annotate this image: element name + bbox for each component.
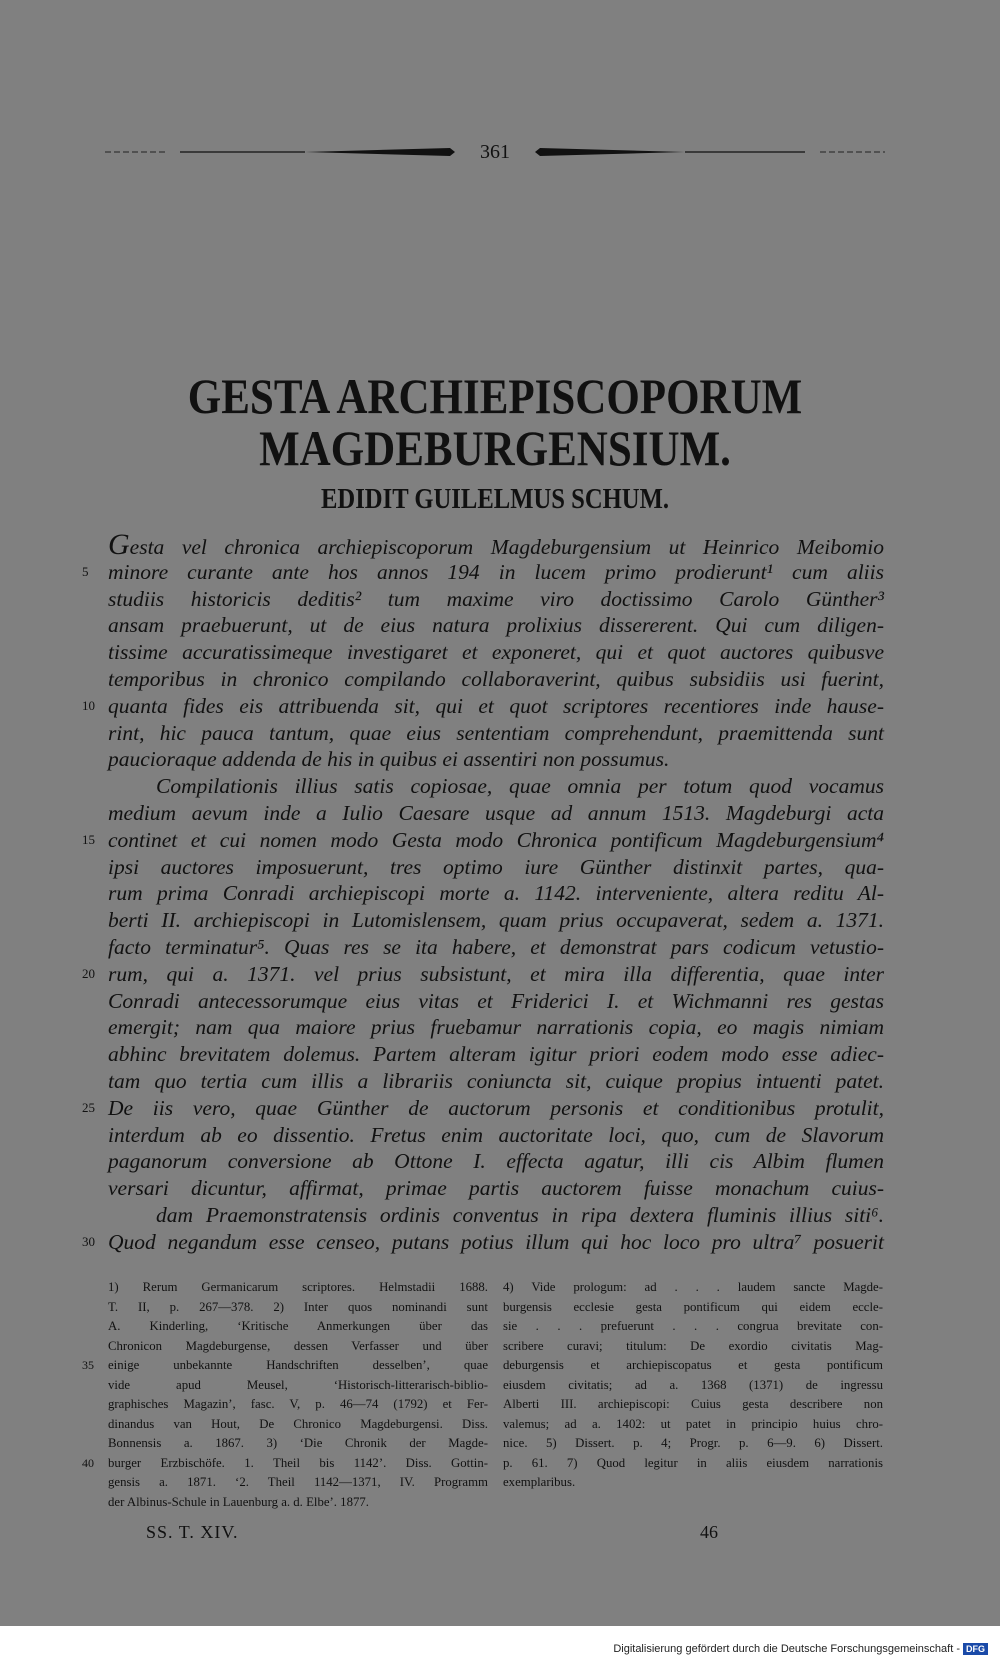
text-line: facto terminatur⁵. Quas res se ita habere, et demonstrat pars codicum vetustio-: [108, 934, 884, 959]
footnote-line: eiusdem civitatis; ad a. 1368 (1371) de ingressu: [503, 1377, 883, 1392]
footnote-line: deburgensis et archiepiscopatus et gesta pontificum: [503, 1358, 883, 1372]
text-line: emergit; nam qua maiore prius fruebamur narrationis copia, eo magis nimiam: [108, 1015, 884, 1040]
footnote-line: der Albinus-Schule in Lauenburg a. d. Elbe’. 1877.: [108, 1494, 369, 1509]
footnote-line: gensis a. 1871. ‘2. Theil 1142—1371, IV. Programm: [108, 1475, 488, 1489]
footnote-line: Alberti III. archiepiscopi: Cuius gesta describere non: [503, 1397, 883, 1411]
digitization-credit: [613, 1643, 988, 1655]
page-number: 361: [476, 141, 514, 163]
footnote-line: 4) Vide prologum: ad . . . laudem sancte Magde-: [503, 1280, 883, 1294]
text-line: ansam praebuerunt, ut de eius natura prolixius dissererent. Qui cum diligen-: [108, 613, 884, 638]
footnote-line: sie . . . prefuerunt . . . congrua brevitate con-: [503, 1319, 883, 1333]
text-line: berti II. archiepiscopi in Lutomislensem, quam prius occupaverat, sedem a. 1371.: [108, 908, 884, 933]
footnote-line: p. 61. 7) Quod legitur in aliis eiusdem narrationis: [503, 1455, 883, 1470]
footnote-line: 1) Rerum Germanicarum scriptores. Helmstadii 1688.: [108, 1280, 488, 1294]
line-number: 40: [82, 1455, 94, 1470]
text-line: minore curante ante hos annos 194 in lucem primo prodierunt¹ cum aliis 5: [82, 559, 884, 584]
text-line: Conradi antecessorumque eius vitas et Friderici I. et Wichmanni res gestas: [108, 988, 884, 1013]
main-text: [82, 528, 884, 1256]
footnote-line: einige unbekannte Handschriften desselben’, quae 35: [108, 1356, 488, 1376]
line-number: 15: [82, 831, 95, 847]
text-line: interdum ab eo dissentio. Fretus enim auctoritate loci, quo, cum de Slavorum: [108, 1122, 884, 1147]
text-line: rint, hic pauca tantum, quae eius sententiam comprehendunt, praemittenda sunt: [108, 720, 884, 745]
text-line: temporibus in chronico compilando collaboraverint, quibus subsidiis usi fuerint,: [108, 666, 884, 691]
text-line: Gesta vel chronica archiepiscoporum Magdeburgensium ut Heinrico Meibomio: [108, 528, 884, 561]
header-ornament-rule: [105, 142, 885, 162]
text-line: continet et cui nomen modo Gesta modo Chronica pontificum Magdeburgensium⁴ 15: [82, 827, 884, 852]
footnote-line: T. II, p. 267—378. 2) Inter quos nominandi sunt: [108, 1299, 488, 1314]
dfg-logo-icon: DFG: [963, 1643, 988, 1655]
text-line: abhinc brevitatem dolemus. Partem alteram igitur priori eodem modo esse adiec-: [108, 1042, 884, 1067]
text-line: versari dicuntur, affirmat, primae partis auctorem fuisse monachum cuius-: [108, 1176, 884, 1201]
credit-text: Digitalisierung gefördert durch die Deutsche Forschungsgemeinschaft -: [613, 1643, 960, 1655]
text-line: tam quo tertia cum illis a librariis coniuncta sit, cuique propius intuenti patet.: [108, 1068, 884, 1093]
signature-mark: SS. T. XIV.: [146, 1522, 239, 1542]
footnote-line: Chronicon Magdeburgense, dessen Verfasser und über: [108, 1338, 488, 1353]
footnote-line: burger Erzbischöfe. 1. Theil bis 1142’. Diss. Gottin- 40: [108, 1454, 488, 1474]
footnote-line: nice. 5) Dissert. p. 4; Progr. p. 6—9. 6) Dissert.: [503, 1436, 883, 1450]
footnote-line: vide apud Meusel, ‘Historisch-litterarisch-biblio-: [108, 1377, 488, 1392]
text-line: Quod negandum esse censeo, putans potius illum qui hoc loco pro ultra⁷ posuerit 30: [82, 1229, 884, 1254]
text-line: studiis historicis deditis² tum maxime viro doctissimo Carolo Günther³: [108, 586, 884, 611]
title-line-1: GESTA ARCHIEPISCOPORUM: [187, 368, 803, 424]
footnotes-right-column: [503, 1278, 883, 1493]
editor-line: EDIDIT GUILELMUS SCHUM.: [320, 484, 669, 515]
text-line: tissime accuratissimeque investigaret et exponeret, qui et quot auctores quibusve: [108, 640, 884, 665]
footnote-line: burgensis ecclesie gesta pontificum qui eidem eccle-: [503, 1299, 883, 1314]
text-line: rum, qui a. 1371. vel prius subsistunt, et mira illa differentia, quae inter 20: [82, 961, 884, 986]
text-line: medium aevum inde a Iulio Caesare usque ad annum 1513. Magdeburgi acta: [108, 800, 884, 825]
footnote-line: scribere curavi; titulum: De exordio civitatis Mag-: [503, 1338, 883, 1353]
footnote-line: Bonnensis a. 1867. 3) ‘Die Chronik der Magde-: [108, 1436, 488, 1450]
text-line: paganorum conversione ab Ottone I. effecta agatur, illi cis Albim flumen: [108, 1149, 884, 1174]
text-line: quanta fides eis attribuenda sit, qui et quot scriptores recentiores inde hause- 10: [82, 693, 884, 718]
footnote-line: A. Kinderling, ‘Kritische Anmerkungen über das: [108, 1319, 488, 1333]
title-line-2: MAGDEBURGENSIUM.: [259, 420, 731, 476]
footnote-line: graphisches Magazin’, fasc. V, p. 46—74 (1792) et Fer-: [108, 1397, 488, 1411]
text-line: dam Praemonstratensis ordinis conventus in ripa dextera fluminis illius siti⁶.: [156, 1202, 884, 1227]
footnote-line: exemplaribus.: [503, 1475, 576, 1489]
line-number: 25: [82, 1099, 95, 1115]
line-number: 10: [82, 697, 95, 713]
footnote-line: dinandus van Hout, De Chronico Magdeburgensi. Diss.: [108, 1416, 488, 1431]
text-line: rum prima Conradi archiepiscopi morte a. 1142. interveniente, altera reditu Al-: [108, 881, 884, 906]
line-number: 20: [82, 965, 95, 981]
sheet-number: 46: [700, 1522, 718, 1542]
text-line: De iis vero, quae Günther de auctorum personis et conditionibus protulit, 25: [82, 1095, 884, 1120]
text-line: ipsi auctores imposuerunt, tres optimo iure Günther distinxit partes, qua-: [108, 854, 884, 879]
text-line: Compilationis illius satis copiosae, quae omnia per totum quod vocamus: [156, 774, 884, 799]
footnote-line: valemus; ad a. 1402: ut patet in principio huius chro-: [503, 1416, 883, 1431]
text-line: paucioraque addenda de his in quibus ei assentiri non possumus.: [108, 747, 670, 772]
footnotes-left-column: [82, 1278, 488, 1512]
line-number: 30: [82, 1233, 95, 1249]
line-number: 35: [82, 1358, 94, 1372]
line-number: 5: [82, 563, 89, 579]
